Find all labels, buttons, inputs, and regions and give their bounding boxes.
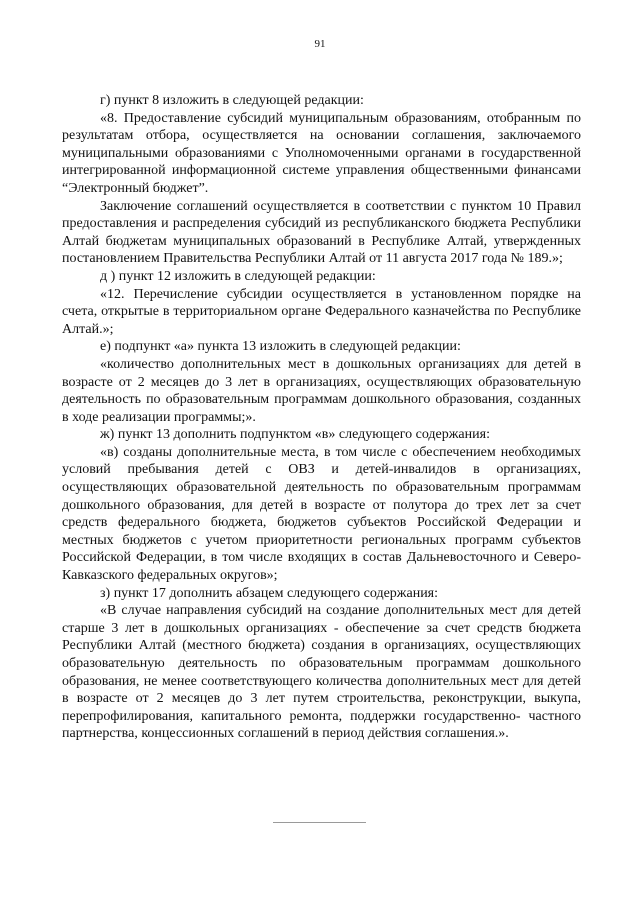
paragraph-subclause-v-text: «в) созданы дополнительные места, в том числе с обеспечением необходимых условий пребывания детей с ОВЗ и детей-инвалидов в организациях, осуществляющих образовательной деятельность по образовательным программам дошкольного образования, для детей в возрасте от полутора до трех лет за счет средств федерального бюджета, бюджетов субъектов Российской Федерации и местных бюджетов с учетом приоритетности региональных программ субъектов Российской Федерации, в том числе входящих в состав Дальневосточного и Северо-Кавказского федеральных округов»; bbox=[62, 444, 581, 584]
paragraph-clause-zh: ж) пункт 13 дополнить подпунктом «в» следующего содержания: bbox=[100, 427, 490, 443]
document-body bbox=[62, 92, 581, 743]
paragraph-clause-d: д ) пункт 12 изложить в следующей редакции: bbox=[100, 268, 376, 284]
paragraph-clause-e: е) подпункт «а» пункта 13 изложить в следующей редакции: bbox=[100, 339, 461, 355]
page-number: 91 bbox=[314, 38, 326, 50]
paragraph-clause-g: г) пункт 8 изложить в следующей редакции: bbox=[100, 93, 364, 108]
paragraph-clause-17-addition: «В случае направления субсидий на создание дополнительных мест для детей старше 3 лет в дошкольных организациях - обеспечение за счет средств бюджета Республики Алтай (местного бюджета) создания в организациях, осуществляющих образовательную деятельность по образовательным программам дошкольного образования, не менее соответствующего количества дополнительных мест для детей в возрасте от 2 месяцев до 3 лет путем строительства, реконструкции, выкупа, перепрофилирования, капитального ремонта, поддержки государственно- частного партнерства, концессионных соглашений в период действия соглашения.». bbox=[62, 603, 581, 742]
end-separator-line bbox=[273, 822, 366, 823]
paragraph-subclause-a-text: «количество дополнительных мест в дошкольных организациях для детей в возрасте от 2 месяцев до 3 лет в организациях, осуществляющих образовательную деятельность по образовательным программам дошкольного образования, созданных в ходе реализации программы;». bbox=[62, 356, 581, 425]
paragraph-agreement-conclusion: Заключение соглашений осуществляется в соответствии с пунктом 10 Правил предоставления и распределения субсидий из республиканского бюджета Республики Алтай бюджетам муниципальных образований в Республике Алтай, утвержденных постановлением Правительства Республики Алтай от 11 августа 2017 года № 189.»; bbox=[62, 198, 581, 267]
paragraph-clause-z: з) пункт 17 дополнить абзацем следующего содержания: bbox=[100, 585, 439, 601]
paragraph-clause-8-text: «8. Предоставление субсидий муниципальным образованиям, отобранным по результатам отбора, осуществляется на основании соглашения, заключаемого муниципальными образованиями с Уполномоченными органами в государственной интегрированной информационной системе управления общественными финансами “Электронный бюджет”. bbox=[62, 110, 581, 196]
paragraph-clause-12-text: «12. Перечисление субсидии осуществляется в установленном порядке на счета, открытые в территориальном органе Федерального казначейства по Республике Алтай.»; bbox=[62, 286, 581, 337]
